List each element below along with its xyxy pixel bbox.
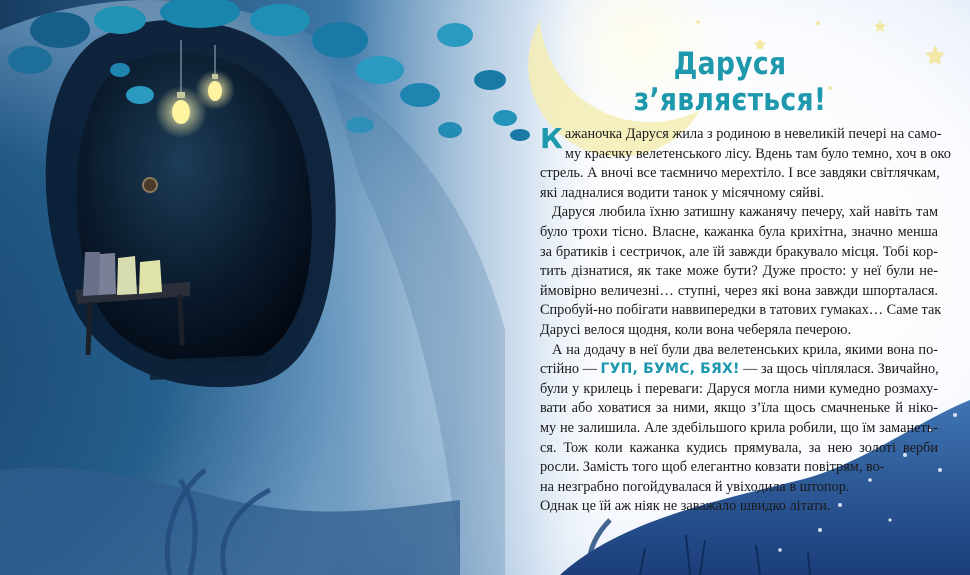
story-line: стрель. А вночі все таємничо мерехтіло. І все завдяки світлячкам,: [540, 165, 940, 182]
story-line: ймовірно величезні… ступні, через які вона завжди шпорталася.: [540, 282, 938, 299]
story-line: тить дізнатися, як таке може бути? Дуже просто: у неї були не-: [540, 263, 938, 280]
story-line: росли. Замість того щоб елегантно ковзати повітрям, во-: [540, 459, 885, 476]
story-line: му краєчку велетенського лісу. Вдень там було темно, хоч в око: [564, 145, 951, 162]
story-text: [540, 122, 951, 517]
story-line: А на додачу в неї були два велетенських крила, якими вона по-: [552, 341, 938, 358]
page-title: Даруся з’являється!: [633, 46, 827, 118]
story-line: на незграбно погойдувалася й увіходила в штопор.: [540, 478, 850, 495]
story-line: Однак це їй аж ніяк не заважало швидко літати.: [540, 498, 831, 515]
story-line: були у крилець і переваги: Даруся могла ними кумедно розмаху-: [540, 380, 938, 397]
story-line: му не залишила. Але здебільшого крила робили, що їм заманеть-: [540, 419, 938, 436]
story-line: які ладналися водити танок у місячному сяйві.: [540, 184, 825, 201]
drop-cap: К: [540, 122, 563, 155]
story-line: Дарусі велося щодня, коли вона чеберяла печерою.: [540, 321, 852, 338]
story-line: ся. Тож коли кажанка кудись прямувала, за нею золоті верби: [540, 439, 938, 456]
sound-effect-text: ГУП, БУМС, БЯХ!: [600, 361, 740, 378]
story-line: Кажаночка Даруся жила з родиною в невеликій печері на само-: [540, 122, 942, 155]
story-line: за братиків і сестричок, але їй завжди бракувало місця. Тобі кор-: [540, 243, 938, 260]
story-line: Спробуй-но побігати наввипередки в татових гумаках… Саме так: [540, 302, 942, 319]
story-line: Даруся любила їхню затишну кажанячу печеру, хай навіть там: [552, 204, 938, 221]
story-line: вати або ховатися за ними, якщо з’їла щось смачненьке й ніко-: [540, 400, 938, 417]
story-line: стійно — ГУП, БУМС, БЯХ! — за щось чіплялася. Звичайно,: [540, 361, 939, 378]
story-line: було трохи тісно. Власне, кажанка була крихітна, значно менша: [540, 223, 938, 240]
